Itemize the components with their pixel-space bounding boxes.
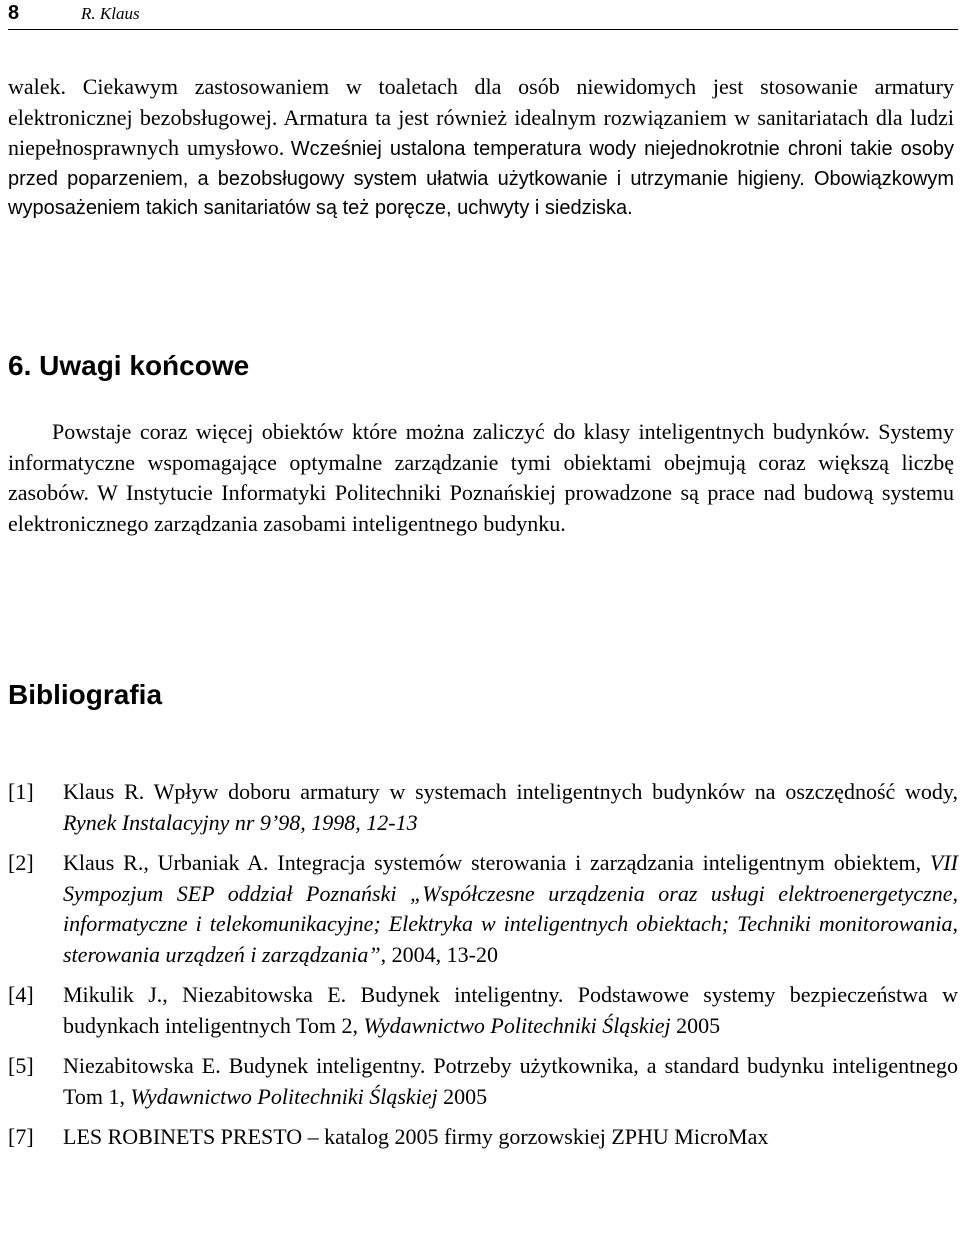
page-header — [8, 0, 958, 30]
bibliography-heading: Bibliografia — [8, 679, 163, 710]
bibliography-item-text: Niezabitowska E. Budynek inteligentny. Potrzeby użytkownika, a standard budynku inteligentnego Tom 1, — [63, 1053, 958, 1109]
bibliography-item-italic: Wydawnictwo Politechniki Śląskiej — [130, 1083, 438, 1109]
bibliography-item-text: Mikulik J., Niezabitowska E. Budynek inteligentny. Podstawowe systemy bezpieczeństwa w budynkach inteligentnych Tom 2, — [63, 982, 958, 1038]
intro-paragraph-sans: Wcześniej ustalona temperatura wody niejednokrotnie chroni takie osoby przed poparzeniem, a bezobsługowy system ułatwia użytkowanie i utrzymanie higieny. Obowiązkowym wyposażeniem takich sanitariatów są też poręcze, uchwyty i siedziska. — [8, 138, 954, 219]
bibliography-item-italic: Rynek Instalacyjny nr 9’98, 1998, 12-13 — [63, 809, 418, 835]
bibliography-item — [8, 980, 958, 1041]
bibliography-item-tail: 2005 — [437, 1083, 488, 1109]
bibliography-item-label: [1] — [8, 779, 34, 804]
page-number: 8 — [8, 2, 20, 24]
bibliography-item — [8, 1051, 958, 1112]
intro-paragraph-serif: walek. Ciekawym zastosowaniem w toaletach dla osób niewidomych jest stosowanie armatury elektronicznej bezobsługowej. Armatura ta jest również idealnym rozwiązaniem w sanitariatach dla ludzi niepełnosprawnych umysłowo. — [8, 74, 954, 160]
bibliography-item — [8, 1122, 958, 1153]
bibliography-item-label: [5] — [8, 1053, 34, 1078]
bibliography-item-italic: VII Sympozjum SEP oddział Poznański „Współczesne urządzenia oraz usługi elektroenergetyczne, informatyczne i telekomunikacyjne; Elektryka w inteligentnych obiektach; Techniki monitorowania, sterowania urządzeń i zarządzania” — [63, 850, 958, 967]
bibliography-item-label: [4] — [8, 982, 34, 1007]
bibliography-item — [8, 848, 958, 970]
bibliography-item-label: [2] — [8, 850, 34, 875]
bibliography-item-tail: , 2004, 13-20 — [380, 941, 498, 967]
bibliography-item-italic: Wydawnictwo Politechniki Śląskiej — [363, 1012, 671, 1038]
intro-paragraph — [8, 72, 954, 224]
bibliography-list — [8, 777, 958, 1163]
section-paragraph-uwagi-koncowe: Powstaje coraz więcej obiektów które można zaliczyć do klasy inteligentnych budynków. Systemy informatyczne wspomagające optymalne zarządzanie tymi obiektami obejmują coraz większą liczbę zasobów. W Instytucie Informatyki Politechniki Poznańskiej prowadzone są prace nad budową systemu elektronicznego zarządzania zasobami inteligentnego budynku. — [8, 419, 954, 536]
bibliography-item — [8, 777, 958, 838]
running-head-author: R. Klaus — [81, 4, 140, 23]
bibliography-item-text: LES ROBINETS PRESTO – katalog 2005 firmy gorzowskiej ZPHU MicroMax — [63, 1124, 769, 1149]
bibliography-item-text: Klaus R., Urbaniak A. Integracja systemów sterowania i zarządzania inteligentnym obiektem, — [63, 850, 930, 875]
section-heading-uwagi-koncowe: 6. Uwagi końcowe — [8, 350, 250, 381]
bibliography-item-text: Klaus R. Wpływ doboru armatury w systemach inteligentnych budynków na oszczędność wody, — [63, 779, 958, 804]
bibliography-item-tail: 2005 — [670, 1012, 721, 1038]
bibliography-item-label: [7] — [8, 1124, 34, 1149]
